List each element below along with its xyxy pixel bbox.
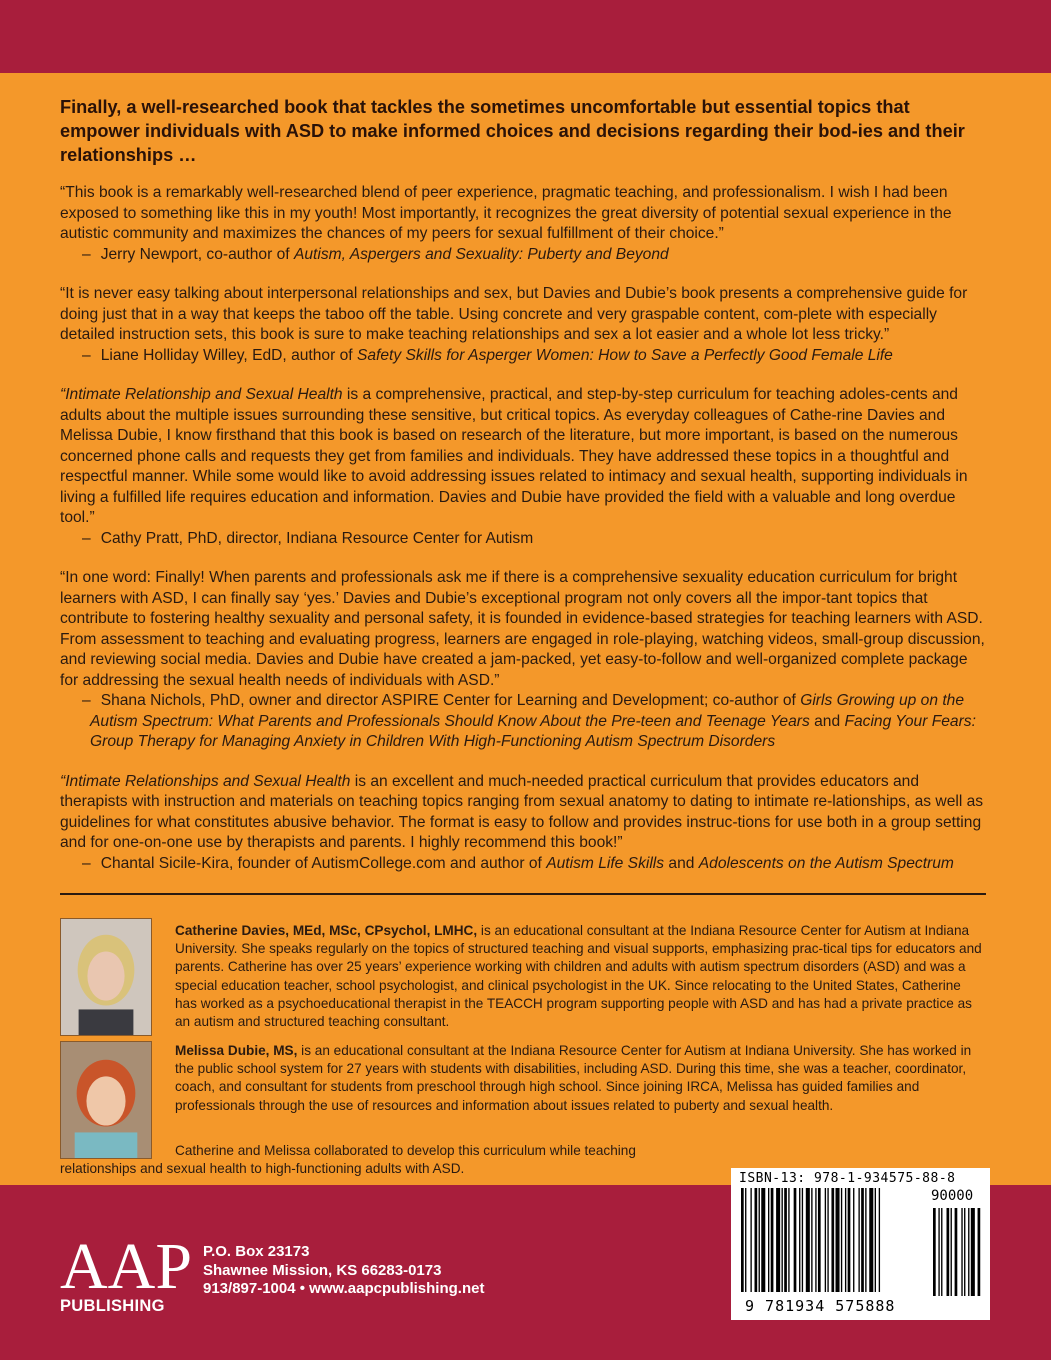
quote-body: “It is never easy talking about interpersonal relationships and sex, but Davies and Dubie’s book presents a comprehensive guide for doing just that in a way that keeps the taboo off the table. Using concrete and very graspable content, com-plete with especially detailed instruction sets, this book is sure to make teaching relationships and sex a lot easier and a whole lot less tricky.” — [60, 285, 968, 343]
price-code: 90000 — [931, 1188, 974, 1204]
logo-wordmark: AAP — [60, 1230, 193, 1303]
isbn-number: ISBN-13: 978-1-934575-88-8 — [739, 1171, 956, 1186]
quote-body: “Intimate Relationship and Sexual Health is a comprehensive, practical, and step-by-step curriculum for teaching adoles-cents and adults about the multiple issues surrounding these sensitive, but critical topics. As everyday colleagues of Cathe-rine Davies and Melissa Dubie, I know firsthand that this book is based on research of the literature, but more important, is based on the numerous concerned phone calls and requests they get from families and individuals. They have addressed these topics in a thoughtful and respectful manner. While some would like to avoid addressing issues related to intimacy and sexual health, supporting individuals in living a fulfilled life requires education and information. Davies and Dubie have provided the field with a valuable and long overdue tool.” — [60, 386, 968, 526]
quote-pratt — [60, 385, 990, 549]
endorsements — [60, 95, 990, 893]
barcode-bars — [739, 1188, 982, 1298]
intro-heading: Finally, a well-researched book that tackles the sometimes uncomfortable but essential topics that empower individuals with ASD to make informed choices and decisions regarding their bod-ies and their relationships … — [60, 97, 965, 165]
quote-attribution: – Chantal Sicile-Kira, founder of AutismCollege.com and author of Autism Life Skills and Adolescents on the Autism Spectrum — [82, 854, 954, 872]
quote-willey — [60, 284, 990, 366]
quote-sicile-kira — [60, 772, 990, 875]
top-band — [0, 0, 1051, 73]
publisher-address: P.O. Box 23173 Shawnee Mission, KS 66283-0173 913/897-1004 • www.aapcpublishing.net — [203, 1243, 485, 1297]
section-divider — [60, 893, 986, 895]
quote-body: “Intimate Relationships and Sexual Health is an excellent and much-needed practical curriculum that provides educators and therapists with instruction and materials on teaching topics ranging from sexual anatomy to dating to intimate re-lationships, as well as guidelines for what constitutes abusive behavior. The format is easy to follow and provides instruc-tions for use both in a group setting and for one-on-one use by therapists and parents. I highly recommend this book!” — [60, 772, 984, 851]
bio-davies: Catherine Davies, MEd, MSc, CPsychol, LMHC, is an educational consultant at the Indiana Resource Center for Autism at Indiana University. She speaks regularly on the topics of structured teaching and visual supports, emphasizing prac-tical tips for educators and parents. Catherine has over 25 years’ experience working with children and adults with autism spectrum disorders (ASD) and was a special education teacher, school psychologist, and clinical psychologist in the UK. Since relocating to the United States, Catherine has worked as a psychoeducational therapist in the TEACCH program supporting people with ASD and has had a private practice as an autism and structured teaching consultant. — [175, 923, 982, 1030]
bio-dubie: Melissa Dubie, MS, is an educational consultant at the Indiana Resource Center for Autism at Indiana University. She has worked in the public school system for 27 years with students with disabilities, including ASD. During this time, she was a teacher, coordinator, coach, and consultant for students from preschool through high school. Since joining IRCA, Melissa has guided families and professionals through the use of resources and information about issues related to puberty and sexual health. — [175, 1043, 972, 1113]
author-photo-davies — [60, 918, 152, 1036]
logo-publishing: PUBLISHING — [60, 1297, 165, 1315]
collaboration-note: Catherine and Melissa collaborated to develop this curriculum while teaching relationships and sexual health to high-functioning adults with ASD. — [60, 1143, 636, 1177]
quote-attribution: – Shana Nichols, PhD, owner and director ASPIRE Center for Learning and Development; co-author of Girls Growing up on the Autism Spectrum: What Parents and Professionals Should Know About the Pre-teen and Teenage Years and Facing Your Fears: Group Therapy for Managing Anxiety in Children With High-Functioning Autism Spectrum Disorders — [82, 692, 976, 750]
quote-newport — [60, 183, 990, 265]
quote-nichols — [60, 568, 990, 753]
quote-attribution: – Cathy Pratt, PhD, director, Indiana Resource Center for Autism — [82, 529, 534, 547]
barcode — [731, 1168, 990, 1320]
quote-body: “This book is a remarkably well-researched blend of peer experience, pragmatic teaching, and professionalism. I wish I had been exposed to something like this in my youth! Most importantly, it recognizes the great diversity of potential sexual experience in the autistic community and maximizes the chances of my peers for sexual fulfillment of their choice.” — [60, 184, 952, 242]
quote-attribution: – Liane Holliday Willey, EdD, author of Safety Skills for Asperger Women: How to Save a Perfectly Good Female Life — [82, 346, 893, 364]
quote-attribution: – Jerry Newport, co-author of Autism, Aspergers and Sexuality: Puberty and Beyond — [82, 245, 669, 263]
barcode-digits: 9 781934 575888 — [745, 1297, 896, 1315]
quote-body: “In one word: Finally! When parents and professionals ask me if there is a comprehensive sexuality education curriculum for bright learners with ASD, I can finally say ‘yes.’ Davies and Dubie’s exceptional program not only covers all the impor-tant topics that contribute to fostering healthy sexuality and personal safety, it is founded in evidence-based strategies for teaching learners with ASD. From assessment to teaching and evaluating progress, learners are engaged in role-playing, watching videos, small-group discussion, and reviewing social media. Davies and Dubie have created a jam-packed, yet easy-to-follow and well-organized complete package for addressing the sexual health needs of individuals with ASD.” — [60, 569, 985, 689]
